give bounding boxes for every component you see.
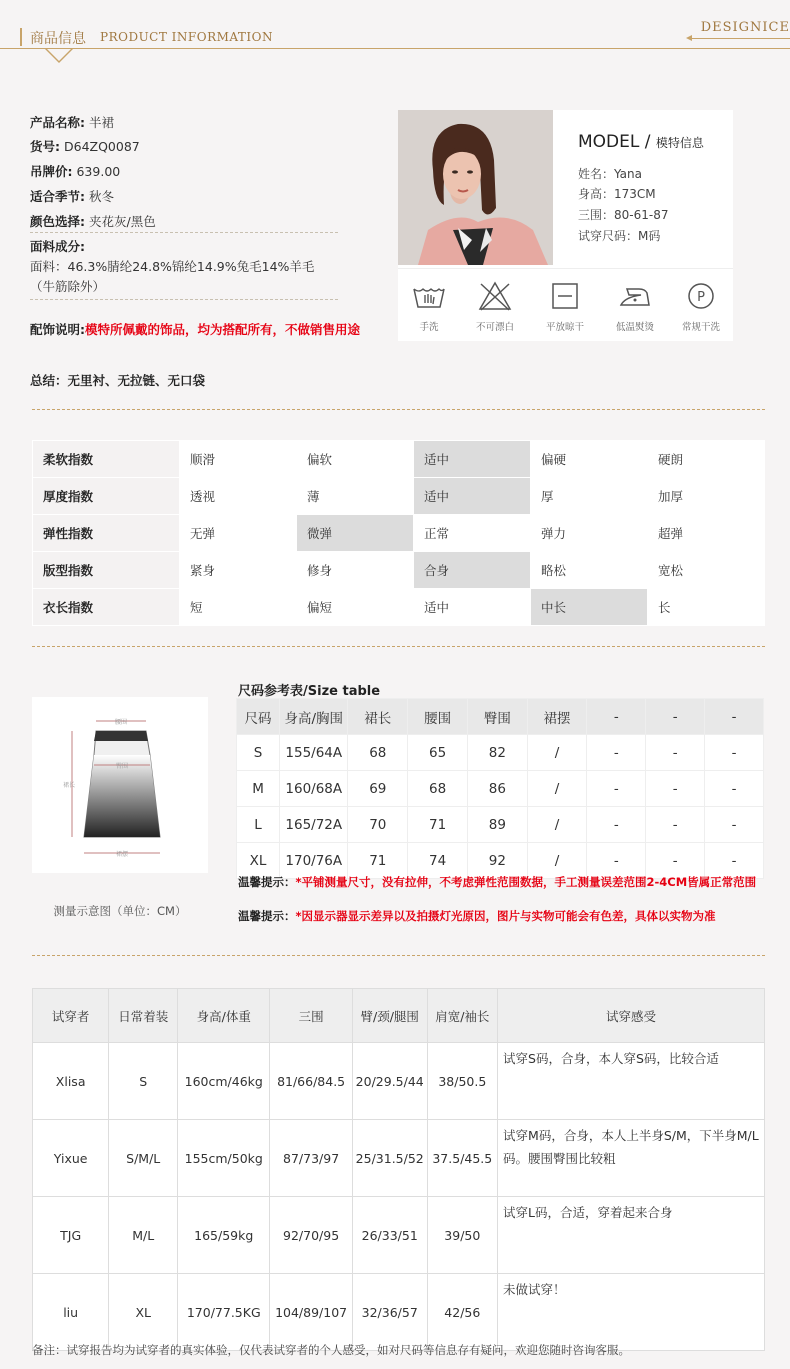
fit-cell: Yixue [33,1120,109,1197]
size-header-cell: 腰围 [408,699,468,735]
index-option: 正常 [414,515,531,552]
fit-table-header [33,989,765,1043]
size-row [237,735,764,771]
fit-cell: TJG [33,1197,109,1274]
index-option-selected: 适中 [414,441,531,478]
product-price: 639.00 [76,164,121,179]
product-sku: D64ZQ0087 [63,139,140,154]
fit-row [33,1120,765,1197]
brand-logo-text: DESIGNICE [700,20,790,35]
size-table-header [237,699,764,735]
size-header-cell: 臀围 [468,699,528,735]
size-cell: 68 [348,735,408,771]
index-option: 短 [180,589,297,626]
index-option: 透视 [180,478,297,515]
size-cell: - [705,807,764,843]
header-divider [0,48,790,49]
size-cell: - [705,843,764,879]
size-cell: 71 [348,843,408,879]
size-cell: 68 [408,771,468,807]
diagram-label-hem: 裙摆 [115,851,129,858]
fit-report-table [32,988,765,1351]
size-cell: / [527,735,587,771]
accessory-row: 配饰说明:模特所佩戴的饰品，均为搭配所有，不做销售用途 [30,322,361,337]
model-card [398,110,733,340]
product-name-row: 产品名称: 半裙 [30,115,114,130]
fit-feedback-cell: 试穿S码，合身，本人穿S码，比较合适 [498,1043,765,1120]
size-header-cell: - [646,699,705,735]
fit-cell: 32/36/57 [352,1274,427,1351]
fit-header-cell: 臂/颈/腿围 [352,989,427,1043]
section-title-cn: 商品信息 [30,31,86,47]
size-cell: 82 [468,735,528,771]
size-cell: 71 [408,807,468,843]
index-option-selected: 微弹 [297,515,414,552]
size-cell: 70 [348,807,408,843]
dry-clean-icon [683,281,719,311]
index-option-selected: 中长 [531,589,648,626]
size-cell: / [527,807,587,843]
index-row [33,552,765,589]
size-tip-1: 温馨提示：*平铺测量尺寸，没有拉伸，不考虑弹性范围数据，手工测量误差范围2-4CM皆属正常范围 [238,875,757,889]
section-divider-3 [32,955,765,956]
index-option: 弹力 [531,515,648,552]
brand-arrow-icon [686,35,692,41]
size-header-cell: 尺码 [237,699,280,735]
fit-cell: S [109,1043,178,1120]
index-option: 厚 [531,478,648,515]
info-divider-2 [30,299,338,300]
size-cell: M [237,771,280,807]
product-season-row: 适合季节: 秋冬 [30,189,114,204]
diagram-label-waist: 腰围 [114,719,128,726]
size-cell: 170/76A [280,843,348,879]
index-option-selected: 合身 [414,552,531,589]
header-notch-inner [47,49,71,61]
size-cell: / [527,843,587,879]
index-option: 无弹 [180,515,297,552]
size-cell: 89 [468,807,528,843]
size-row [237,807,764,843]
size-table-title: 尺码参考表/Size table [238,684,381,699]
size-header-cell: - [587,699,646,735]
index-option-selected: 适中 [414,478,531,515]
index-label: 弹性指数 [33,515,180,552]
fit-header-cell: 试穿感受 [498,989,765,1043]
fit-cell: 170/77.5KG [178,1274,270,1351]
material-text: 面料：46.3%腈纶24.8%锦纶14.9%兔毛14%羊毛 [30,259,315,274]
fit-row [33,1274,765,1351]
size-cell: 65 [408,735,468,771]
skirt-diagram [32,697,208,873]
index-option: 偏硬 [531,441,648,478]
size-cell: 69 [348,771,408,807]
section-divider-2 [32,646,765,647]
size-header-cell: - [705,699,764,735]
index-option: 偏软 [297,441,414,478]
size-cell: 74 [408,843,468,879]
care-item-dry-clean: P 常规干洗 [670,269,732,333]
index-option: 长 [648,589,765,626]
fit-feedback-cell: 试穿L码，合适，穿着起来合身 [498,1197,765,1274]
index-row [33,515,765,552]
size-cell: 92 [468,843,528,879]
care-instructions [398,268,733,341]
index-option: 紧身 [180,552,297,589]
fit-cell: 26/33/51 [352,1197,427,1274]
fit-cell: Xlisa [33,1043,109,1120]
size-cell: - [587,771,646,807]
care-item-hand-wash: 手洗 [398,269,460,333]
fit-cell: 39/50 [427,1197,497,1274]
size-cell: - [705,771,764,807]
size-cell: XL [237,843,280,879]
index-option: 适中 [414,589,531,626]
size-cell: - [587,735,646,771]
fit-footnote: 备注：试穿报告均为试穿者的真实体验，仅代表试穿者的个人感受，如对尺码等信息存有疑问，欢迎您随时咨询客服。 [32,1343,630,1357]
fit-feedback-cell: 试穿M码，合身，本人上半身S/M，下半身M/L码。腰围臀围比较粗 [498,1120,765,1197]
size-cell: S [237,735,280,771]
brand-underline [690,38,790,39]
size-cell: - [646,771,705,807]
size-cell: 165/72A [280,807,348,843]
header-accent-bar [20,28,22,46]
measurement-diagram [32,697,208,873]
index-label: 柔软指数 [33,441,180,478]
size-cell: - [646,843,705,879]
product-season: 秋冬 [88,189,114,204]
material-note: （牛筋除外） [30,279,106,294]
info-divider [30,232,338,233]
size-header-cell: 身高/胸围 [280,699,348,735]
fit-cell: 165/59kg [178,1197,270,1274]
hand-wash-icon [411,281,447,311]
fit-cell: 160cm/46kg [178,1043,270,1120]
fit-row [33,1043,765,1120]
index-option: 宽松 [648,552,765,589]
diagram-caption: 测量示意图（单位：CM） [53,904,187,918]
size-cell: 160/68A [280,771,348,807]
section-divider-1 [32,409,765,410]
fit-cell: 92/70/95 [270,1197,352,1274]
fit-cell: 38/50.5 [427,1043,497,1120]
product-color-row: 颜色选择: 夹花灰/黑色 [30,214,156,229]
model-name: 姓名：Yana [578,167,642,181]
index-option: 硬朗 [648,441,765,478]
fit-cell: 37.5/45.5 [427,1120,497,1197]
index-option: 薄 [297,478,414,515]
model-size: 试穿尺码：M码 [578,229,661,243]
size-cell: 155/64A [280,735,348,771]
size-cell: - [646,807,705,843]
size-tip-2: 温馨提示：*因显示器显示差异以及拍摄灯光原因，图片与实物可能会有色差，具体以实物为准 [238,909,716,923]
index-option: 超弹 [648,515,765,552]
index-label: 版型指数 [33,552,180,589]
fit-row [33,1197,765,1274]
fit-cell: 104/89/107 [270,1274,352,1351]
iron-low-icon [617,281,653,311]
material-label: 面料成分: [30,239,85,254]
fit-cell: 87/73/97 [270,1120,352,1197]
size-cell: - [587,843,646,879]
model-photo [398,110,553,265]
fit-header-cell: 试穿者 [33,989,109,1043]
size-cell: L [237,807,280,843]
size-header-cell: 裙长 [348,699,408,735]
fit-cell: 42/56 [427,1274,497,1351]
fit-header-cell: 肩宽/袖长 [427,989,497,1043]
fit-header-cell: 日常着装 [109,989,178,1043]
size-cell: / [527,771,587,807]
fit-cell: 20/29.5/44 [352,1043,427,1120]
size-cell: - [587,807,646,843]
fit-cell: M/L [109,1197,178,1274]
size-table [236,698,764,879]
index-label: 衣长指数 [33,589,180,626]
fit-feedback-cell: 未做试穿！ [498,1274,765,1351]
accessory-note: 模特所佩戴的饰品，均为搭配所有，不做销售用途 [85,322,361,337]
care-item-iron-low: 低温熨烫 [604,269,666,333]
index-option: 偏短 [297,589,414,626]
index-option: 加厚 [648,478,765,515]
index-row [33,478,765,515]
fit-cell: XL [109,1274,178,1351]
fabric-index-table [32,440,765,626]
size-cell: - [705,735,764,771]
index-option: 略松 [531,552,648,589]
fit-header-cell: 三围 [270,989,352,1043]
size-header-cell: 裙摆 [527,699,587,735]
index-row [33,589,765,626]
svg-text:P: P [697,290,705,305]
fit-cell: 155cm/50kg [178,1120,270,1197]
care-item-dry-flat: 平放晾干 [534,269,596,333]
product-name: 半裙 [88,115,114,130]
model-measurements: 三围：80-61-87 [578,208,669,222]
model-height: 身高：173CM [578,187,656,201]
size-cell: - [646,735,705,771]
fit-cell: liu [33,1274,109,1351]
index-option: 顺滑 [180,441,297,478]
no-bleach-icon [477,281,513,311]
index-row [33,441,765,478]
care-item-no-bleach: 不可漂白 [464,269,526,333]
diagram-label-hip: 臀围 [115,763,129,770]
fit-cell: 81/66/84.5 [270,1043,352,1120]
fit-cell: S/M/L [109,1120,178,1197]
summary-row: 总结：无里衬、无拉链、无口袋 [30,373,206,388]
model-portrait [398,110,553,265]
fit-header-cell: 身高/体重 [178,989,270,1043]
index-label: 厚度指数 [33,478,180,515]
section-title-en: PRODUCT INFORMATION [100,30,273,44]
index-option: 修身 [297,552,414,589]
product-sku-row: 货号: D64ZQ0087 [30,139,140,154]
size-cell: 86 [468,771,528,807]
model-title: MODEL / 模特信息 [578,132,704,152]
product-price-row: 吊牌价: 639.00 [30,164,121,179]
diagram-label-length: 裙长 [62,782,76,789]
dry-flat-icon [547,281,583,311]
size-row [237,771,764,807]
product-color: 夹花灰/黑色 [88,214,156,229]
fit-cell: 25/31.5/52 [352,1120,427,1197]
